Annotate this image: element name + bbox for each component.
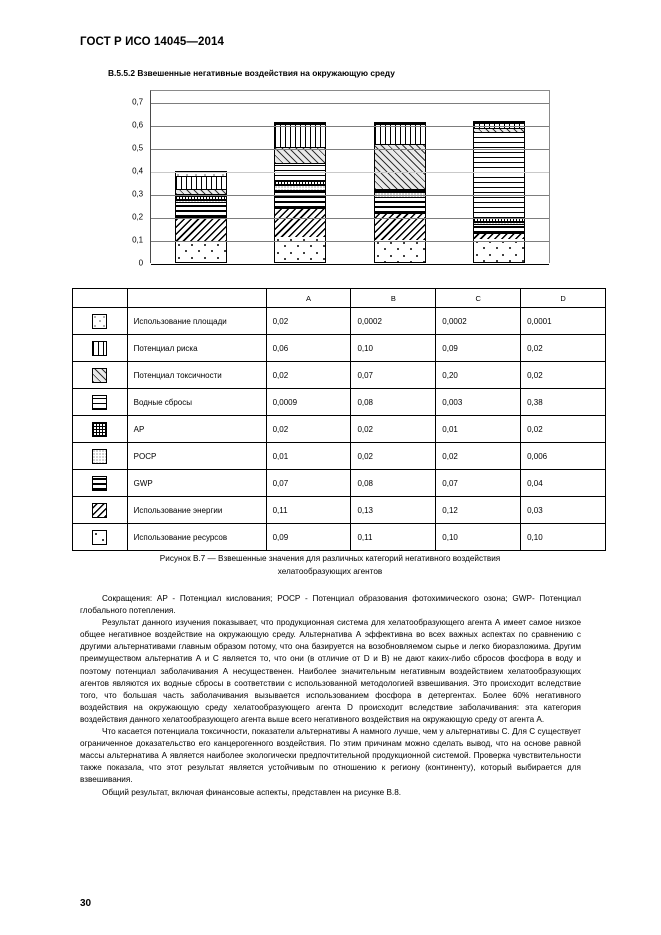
bar-segment — [375, 213, 425, 240]
bar-segment — [474, 132, 524, 218]
bar-segment — [375, 240, 425, 262]
impact-category-name: POCP — [127, 443, 266, 470]
pattern-swatch-cell — [73, 389, 128, 416]
chart-gridline — [151, 172, 549, 173]
impact-value-cell: 0,11 — [351, 524, 436, 551]
bar-segment — [275, 208, 325, 237]
chart-gridline — [151, 149, 549, 150]
bar-segment — [375, 144, 425, 189]
pattern-swatch-cell — [73, 443, 128, 470]
impact-value-cell: 0,01 — [266, 443, 351, 470]
bar-segment — [474, 224, 524, 233]
impact-value-cell: 0,12 — [436, 497, 521, 524]
table-column-header: B — [351, 289, 436, 308]
impact-value-cell: 0,38 — [521, 389, 606, 416]
impact-category-name: AP — [127, 416, 266, 443]
impact-value-cell: 0,01 — [436, 416, 521, 443]
impact-value-cell: 0,02 — [351, 443, 436, 470]
legend-pattern-icon — [92, 395, 107, 410]
impact-value-cell: 0,02 — [266, 416, 351, 443]
legend-pattern-icon — [92, 503, 107, 518]
pattern-swatch-cell — [73, 335, 128, 362]
figure-caption — [90, 553, 570, 578]
impact-value-cell: 0,20 — [436, 362, 521, 389]
bar-segment — [375, 190, 425, 192]
legend-pattern-icon — [92, 449, 107, 464]
impact-value-cell: 0,11 — [266, 497, 351, 524]
table-row — [73, 524, 606, 551]
section-heading: B.5.5.2 Взвешенные негативные воздействия на окружающую среду — [108, 68, 395, 78]
impact-value-cell: 0,0009 — [266, 389, 351, 416]
bar-a — [175, 171, 227, 263]
table-column-header: A — [266, 289, 351, 308]
bar-segment — [375, 197, 425, 213]
bar-segment — [375, 124, 425, 144]
chart-bars — [151, 91, 549, 263]
impact-value-cell: 0,09 — [266, 524, 351, 551]
pattern-swatch-cell — [73, 362, 128, 389]
table-row — [73, 308, 606, 335]
legend-pattern-icon — [92, 530, 107, 545]
chart-gridline — [151, 126, 549, 127]
document-standard-header: ГОСТ Р ИСО 14045—2014 — [80, 36, 225, 48]
y-axis-tick-label: 0,2 — [132, 212, 143, 222]
impact-category-table — [72, 288, 606, 551]
impact-value-cell: 0,09 — [436, 335, 521, 362]
bar-segment — [275, 185, 325, 190]
impact-category-name: Потенциал риска — [127, 335, 266, 362]
bar-segment — [176, 176, 226, 189]
impact-value-cell: 0,02 — [521, 335, 606, 362]
bar-segment — [474, 128, 524, 133]
pattern-swatch-cell — [73, 416, 128, 443]
paragraph-overall: Общий результат, включая финансовые аспекты, представлен на рисунке В.8. — [102, 787, 402, 797]
table-row — [73, 416, 606, 443]
impact-value-cell: 0,07 — [266, 470, 351, 497]
bar-segment — [474, 233, 524, 240]
page-number: 30 — [80, 898, 92, 909]
chart-gridline — [151, 218, 549, 219]
legend-pattern-icon — [92, 314, 107, 329]
y-axis-tick-label: 0,3 — [132, 189, 143, 199]
impact-value-cell: 0,06 — [266, 335, 351, 362]
table-column-header: C — [436, 289, 521, 308]
chart-gridline — [151, 264, 549, 265]
pattern-swatch-cell — [73, 524, 128, 551]
bar-segment — [474, 239, 524, 262]
impact-category-name: Водные сбросы — [127, 389, 266, 416]
table-row — [73, 443, 606, 470]
impact-value-cell: 0,13 — [351, 497, 436, 524]
figure-caption-line-1: Рисунок В.7 — Взвешенные значения для различных категорий негативного воздействия — [159, 554, 501, 563]
chart-plot-area — [150, 90, 550, 263]
paragraph-results: Результат данного изучения показывает, что продукционная система для хелатообразующего агента А имеет самое низкое общее негативное воздействие на окружающую среду. Альтернатива А эффективна во всех важных аспектах по сравнению с другими альтернативами главным образом потому, что она базируется на возобновляемом сырье и легко биоразложима. Другим преимуществом альтернатив А и С является то, что они (в отличие от D и В) не дают каких-либо сбросов фосфора в воду и поэтому потенциал заболачивания А несущественен. Наиболее значительным негативным воздействием хелатообразующих агентов являются их водные сбросы в соответствии с использованной методологией взвешивания. Это происходит вследствие того, что большая часть заболачивания вызывается использованием фосфора в детергентах. Более 60% негативного воздействия на окружающую среду хелатообразующего агента D происходит вследствие заболачивания: эта категория воздействия данного хелатообразующего агента выше всего негативного воздействия на окружающую среду от агента А. — [80, 618, 581, 724]
bar-segment — [275, 190, 325, 208]
table-column-header: D — [521, 289, 606, 308]
table-row — [73, 470, 606, 497]
pattern-swatch-cell — [73, 308, 128, 335]
bar-segment — [176, 189, 226, 193]
impact-value-cell: 0,02 — [521, 416, 606, 443]
table-column-header — [73, 289, 128, 308]
chart-y-axis — [112, 90, 146, 268]
table-column-header — [127, 289, 266, 308]
paragraph-toxicity: Что касается потенциала токсичности, показатели альтернативы А намного лучше, чем у альтернативы С. Для С существует ограниченное доказательство его канцерогенного воздействия. По этим причинам можно сделать вывод, что на основе равной массы альтернатива А является наиболее экологически предпочтительной продукционной системой. Проверка чувствительности также показала, что этот результат является устойчивым по отношению к региону (континенту), который выбирается для взвешивания. — [80, 727, 581, 785]
chart-gridline — [151, 241, 549, 242]
y-axis-tick-label: 0,5 — [132, 143, 143, 153]
impact-value-cell: 0,0002 — [351, 308, 436, 335]
figure-caption-line-2: хелатообразующих агентов — [277, 566, 383, 576]
impact-value-cell: 0,02 — [266, 362, 351, 389]
legend-pattern-icon — [92, 422, 107, 437]
impact-value-cell: 0,02 — [436, 443, 521, 470]
bar-segment — [375, 123, 425, 124]
bar-segment — [275, 123, 325, 124]
bar-segment — [275, 181, 325, 186]
impact-category-name: Использование площади — [127, 308, 266, 335]
chart-gridline — [151, 195, 549, 196]
y-axis-tick-label: 0 — [138, 258, 143, 268]
impact-value-cell: 0,02 — [266, 308, 351, 335]
impact-value-cell: 0,04 — [521, 470, 606, 497]
impact-value-cell: 0,03 — [521, 497, 606, 524]
impact-value-cell: 0,10 — [351, 335, 436, 362]
impact-category-name: Использование энергии — [127, 497, 266, 524]
bar-segment — [275, 124, 325, 147]
impact-value-cell: 0,07 — [351, 362, 436, 389]
impact-value-cell: 0,02 — [521, 362, 606, 389]
impact-value-cell: 0,08 — [351, 389, 436, 416]
table-row — [73, 362, 606, 389]
table-row — [73, 497, 606, 524]
legend-pattern-icon — [92, 368, 107, 383]
y-axis-tick-label: 0,6 — [132, 120, 143, 130]
bar-segment — [176, 242, 226, 262]
impact-category-name: Потенциал токсичности — [127, 362, 266, 389]
bar-segment — [176, 202, 226, 218]
pattern-swatch-cell — [73, 470, 128, 497]
impact-value-cell: 0,0001 — [521, 308, 606, 335]
impact-value-cell: 0,02 — [351, 416, 436, 443]
stacked-bar-chart — [112, 90, 552, 275]
bar-segment — [176, 217, 226, 242]
impact-value-cell: 0,07 — [436, 470, 521, 497]
table-header-row — [73, 289, 606, 308]
bar-segment — [176, 200, 226, 202]
impact-value-cell: 0,10 — [521, 524, 606, 551]
impact-value-cell: 0,006 — [521, 443, 606, 470]
impact-category-name: Использование ресурсов — [127, 524, 266, 551]
impact-value-cell: 0,10 — [436, 524, 521, 551]
table-row — [73, 335, 606, 362]
paragraph-abbreviations: Сокращения: AP - Потенциал кислования; POCP - Потенциал образования фотохимического озона; GWP- Потенциал глобального потепления. — [80, 594, 581, 616]
bar-segment — [375, 189, 425, 190]
y-axis-tick-label: 0,4 — [132, 166, 143, 176]
bar-segment — [474, 222, 524, 223]
table-row — [73, 389, 606, 416]
legend-pattern-icon — [92, 476, 107, 491]
impact-value-cell: 0,08 — [351, 470, 436, 497]
body-text — [80, 593, 581, 799]
legend-pattern-icon — [92, 341, 107, 356]
chart-gridline — [151, 103, 549, 104]
impact-value-cell: 0,0002 — [436, 308, 521, 335]
pattern-swatch-cell — [73, 497, 128, 524]
y-axis-tick-label: 0,1 — [132, 235, 143, 245]
bar-segment — [474, 122, 524, 123]
impact-value-cell: 0,003 — [436, 389, 521, 416]
impact-category-name: GWP — [127, 470, 266, 497]
y-axis-tick-label: 0,7 — [132, 97, 143, 107]
